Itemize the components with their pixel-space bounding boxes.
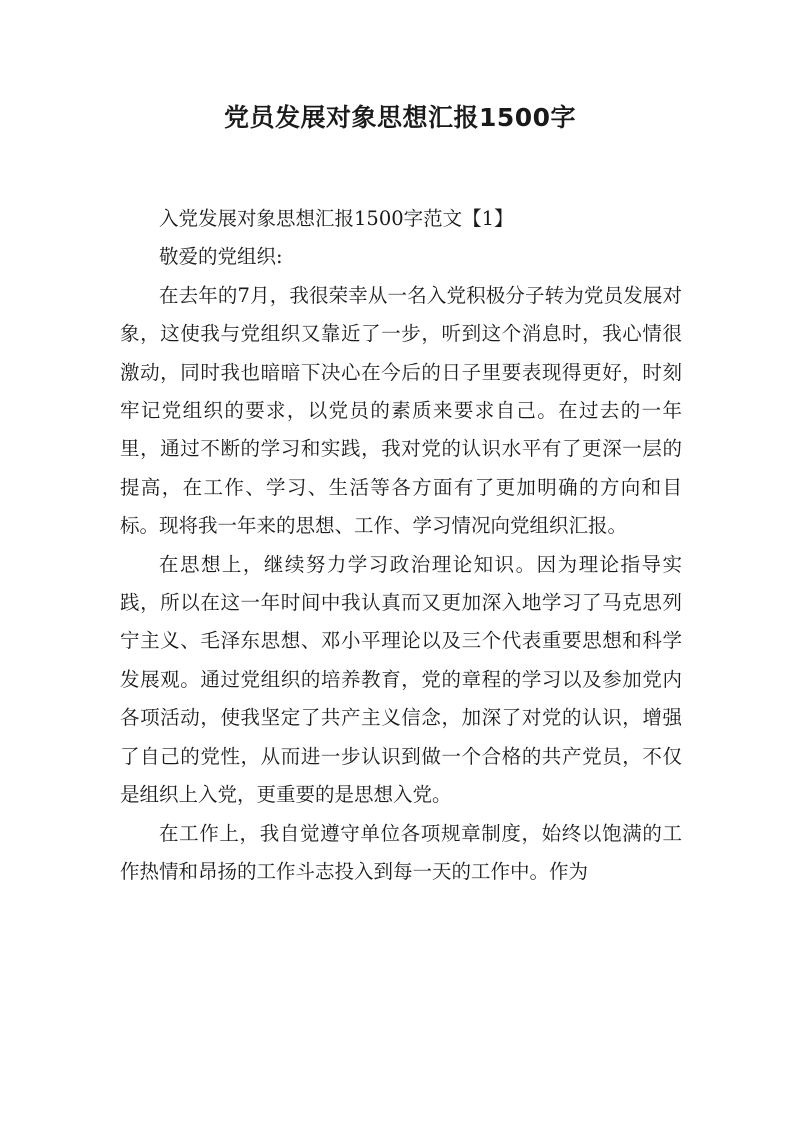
paragraph-work: 在工作上，我自觉遵守单位各项规章制度，始终以饱满的工作热情和昂扬的工作斗志投入到每一天的工作中。作为 bbox=[120, 821, 682, 883]
salutation: 敬爱的党组织: bbox=[159, 245, 283, 269]
paragraph-intro: 在去年的7月，我很荣幸从一名入党积极分子转为党员发展对象，这使我与党组织又靠近了一步，听到这个消息时，我心情很激动，同时我也暗暗下决心在今后的日子里要表现得更好，时刻牢记党组织的要求，以党员的素质来要求自己。在过去的一年里，通过不断的学习和实践，我对党的认识水平有了更深一层的提高，在工作、学习、生活等各方面有了更加明确的方向和目标。现将我一年来的思想、工作、学习情况向党组织汇报。 bbox=[120, 283, 682, 538]
document-body bbox=[120, 200, 682, 891]
paragraph-thought: 在思想上，继续努力学习政治理论知识。因为理论指导实践，所以在这一年时间中我认真而又更加深入地学习了马克思列宁主义、毛泽东思想、邓小平理论以及三个代表重要思想和科学发展观。通过党组织的培养教育，党的章程的学习以及参加党内各项活动，使我坚定了共产主义信念，加深了对党的认识，增强了自己的党性，从而进一步认识到做一个合格的共产党员，不仅是组织上入党，更重要的是思想入党。 bbox=[120, 552, 682, 807]
document-title: 党员发展对象思想汇报1500字 bbox=[223, 103, 577, 132]
section-heading: 入党发展对象思想汇报1500字范文【1】 bbox=[159, 207, 514, 230]
